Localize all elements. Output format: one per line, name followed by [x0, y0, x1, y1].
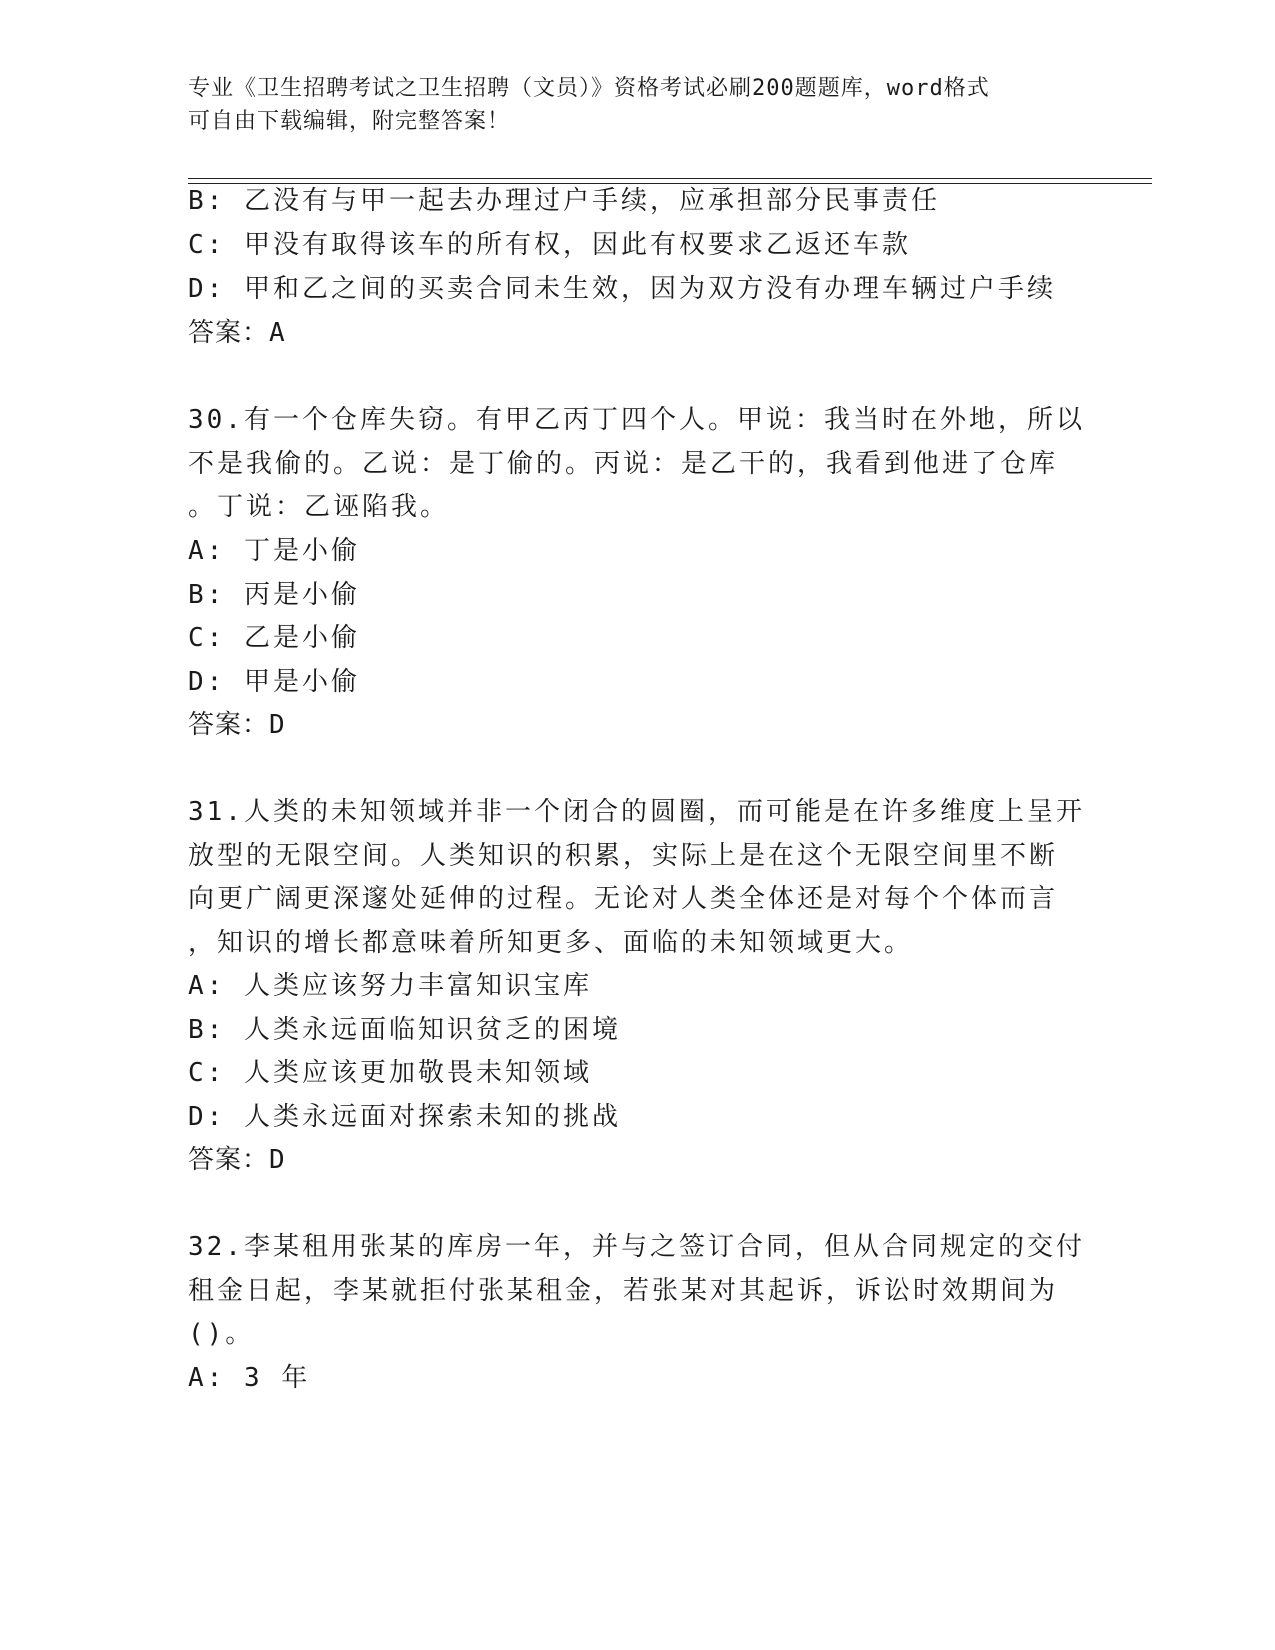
prev-answer: 答案：A	[188, 318, 286, 348]
q32-stem-line-2: 租金日起，李某就拒付张某租金，若张某对其起诉，诉讼时效期间为	[188, 1276, 1059, 1306]
q32-option-a: A: 3 年	[188, 1363, 311, 1393]
q31-option-d: D: 人类永远面对探索未知的挑战	[188, 1102, 621, 1132]
q30-stem-line-2: 不是我偷的。乙说：是丁偷的。丙说：是乙干的，我看到他进了仓库	[188, 449, 1059, 479]
document-header	[188, 72, 1088, 138]
q30-stem-line-1: 30.有一个仓库失窃。有甲乙丙丁四个人。甲说：我当时在外地，所以	[188, 405, 1085, 435]
q30-option-a: A: 丁是小偷	[188, 536, 360, 566]
q31-stem-line-4: ，知识的增长都意味着所知更多、面临的未知领域更大。	[188, 928, 914, 958]
q30-option-c: C: 乙是小偷	[188, 623, 360, 653]
q31-stem-line-3: 向更广阔更深邃处延伸的过程。无论对人类全体还是对每个个体而言	[188, 884, 1059, 914]
q30-option-d: D: 甲是小偷	[188, 667, 360, 697]
header-title-line-1: 专业《卫生招聘考试之卫生招聘（文员）》资格考试必刷200题题库，word格式	[188, 76, 990, 101]
header-divider-top	[188, 178, 1152, 179]
q31-stem-line-1: 31.人类的未知领域并非一个闭合的圆圈，而可能是在许多维度上呈开	[188, 797, 1085, 827]
q32-stem-line-3: ()。	[188, 1319, 255, 1349]
q30-answer: 答案：D	[188, 710, 286, 740]
header-title-line-2: 可自由下载编辑，附完整答案！	[188, 109, 511, 134]
prev-option-d: D: 甲和乙之间的买卖合同未生效，因为双方没有办理车辆过户手续	[188, 274, 1056, 304]
q30-option-b: B: 丙是小偷	[188, 580, 360, 610]
prev-option-b: B: 乙没有与甲一起去办理过户手续，应承担部分民事责任	[188, 186, 940, 216]
q31-answer: 答案：D	[188, 1145, 286, 1175]
q31-option-b: B: 人类永远面临知识贫乏的困境	[188, 1015, 621, 1045]
prev-option-c: C: 甲没有取得该车的所有权，因此有权要求乙返还车款	[188, 230, 911, 260]
q31-option-a: A: 人类应该努力丰富知识宝库	[188, 971, 592, 1001]
q31-stem-line-2: 放型的无限空间。人类知识的积累，实际上是在这个无限空间里不断	[188, 841, 1059, 871]
q32-stem-line-1: 32.李某租用张某的库房一年，并与之签订合同，但从合同规定的交付	[188, 1232, 1085, 1262]
q30-stem-line-3: 。丁说：乙诬陷我。	[188, 492, 450, 522]
q31-option-c: C: 人类应该更加敬畏未知领域	[188, 1058, 592, 1088]
